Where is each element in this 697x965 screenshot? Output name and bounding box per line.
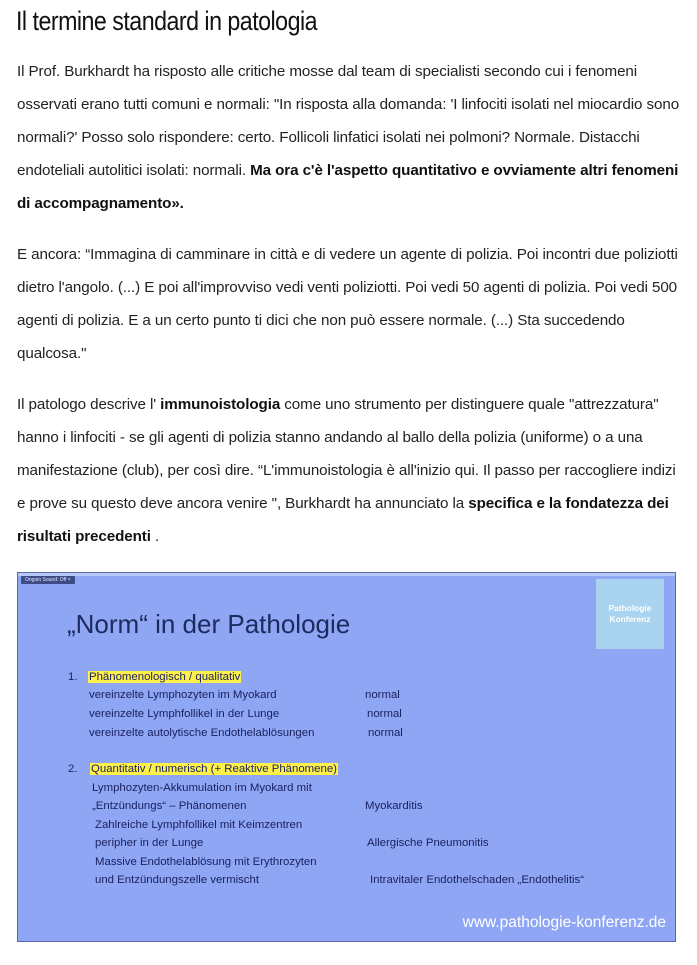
slide-footer-url: www.pathologie-konferenz.de	[462, 914, 666, 931]
section-1-row-1-value: normal	[365, 689, 400, 701]
section-2-line-5: Massive Endothelablösung mit Erythrozyten	[95, 856, 317, 868]
immunoistologia-term: immunoistologia	[160, 396, 281, 413]
paragraph-3-mid: come uno strumento per distinguere quale "attrezzatura" hanno i linfociti - se gli agenti di polizia stanno andando al ballo della polizia (uniforme) o a una manifestazione (club), per così dire. “L'immunoistologia è all'inizio qui. Il passo per raccogliere indizi e prove su questo deve ancora venire ", Burkhardt ha annunciato la	[17, 396, 676, 512]
section-1-row-3-label: vereinzelte autolytische Endothelablösungen	[89, 727, 315, 739]
section-2-number: 2.	[68, 763, 78, 775]
paragraph-1-bold: Ma ora c'è l'aspetto quantitativo e ovviamente altri fenomeni di accompagnamento».	[17, 162, 679, 212]
slide-title: „Norm“ in der Pathologie	[67, 609, 351, 639]
section-2-result-1: Myokarditis	[365, 800, 423, 812]
slide-image	[17, 572, 676, 942]
section-1-heading: Phänomenologisch / qualitativ	[89, 671, 241, 683]
section-2-result-3: Intravitaler Endothelschaden „Endothelitis“	[370, 874, 585, 886]
slide-top-border	[18, 573, 675, 576]
article-title: Il termine standard in patologia	[16, 6, 318, 36]
section-2-line-2: „Entzündungs“ – Phänomenen	[92, 800, 247, 812]
section-2-heading: Quantitativ / numerisch (+ Reaktive Phänomene)	[91, 763, 337, 775]
paragraph-3	[17, 388, 685, 553]
section-1-row-3-value: normal	[368, 727, 403, 739]
paragraph-3-bold: specifica e la fondatezza dei risultati precedenti	[17, 495, 669, 545]
section-2-result-2: Allergische Pneumonitis	[367, 837, 489, 849]
logo-line-1: Pathologie	[608, 603, 652, 613]
paragraph-3-post: .	[150, 528, 160, 545]
section-2-line-3: Zahlreiche Lymphfollikel mit Keimzentren	[95, 819, 303, 831]
section-2-line-1: Lymphozyten-Akkumulation im Myokard mit	[92, 782, 312, 794]
section-1-row-2-label: vereinzelte Lymphfollikel in der Lunge	[89, 708, 280, 720]
sound-tab: Ongoin Sound: Off ×	[21, 576, 75, 584]
section-1-number: 1.	[68, 671, 78, 683]
paragraph-3-pre: Il patologo descrive l'	[17, 396, 161, 413]
section-2-line-4: peripher in der Lunge	[95, 837, 204, 849]
section-2-line-6: und Entzündungszelle vermischt	[95, 874, 259, 886]
paragraph-2: E ancora: “Immagina di camminare in città e di vedere un agente di polizia. Poi incontri due poliziotti dietro l'angolo. (...) E poi all'improvviso vedi venti poliziotti. Poi vedi 50 agenti di polizia. Poi vedi 500 agenti di polizia. E a un certo punto ti dici che non può essere normale. (...) Sta succedendo qualcosa."	[17, 246, 678, 362]
section-1-row-1-label: vereinzelte Lymphozyten im Myokard	[89, 689, 277, 701]
section-1-row-2-value: normal	[367, 708, 402, 720]
logo-line-2: Konferenz	[609, 614, 651, 624]
paragraph-1	[17, 55, 685, 220]
conference-logo	[596, 579, 664, 649]
paragraph-1-text: Il Prof. Burkhardt ha risposto alle critiche mosse dal team di specialisti secondo cui i fenomeni osservati erano tutti comuni e normali: "In risposta alla domanda: 'I linfociti isolati nel miocardio sono normali?' Posso solo rispondere: certo. Follicoli linfatici isolati nei polmoni? Normale. Distacchi endoteliali autolitici isolati: normali.	[17, 63, 680, 179]
